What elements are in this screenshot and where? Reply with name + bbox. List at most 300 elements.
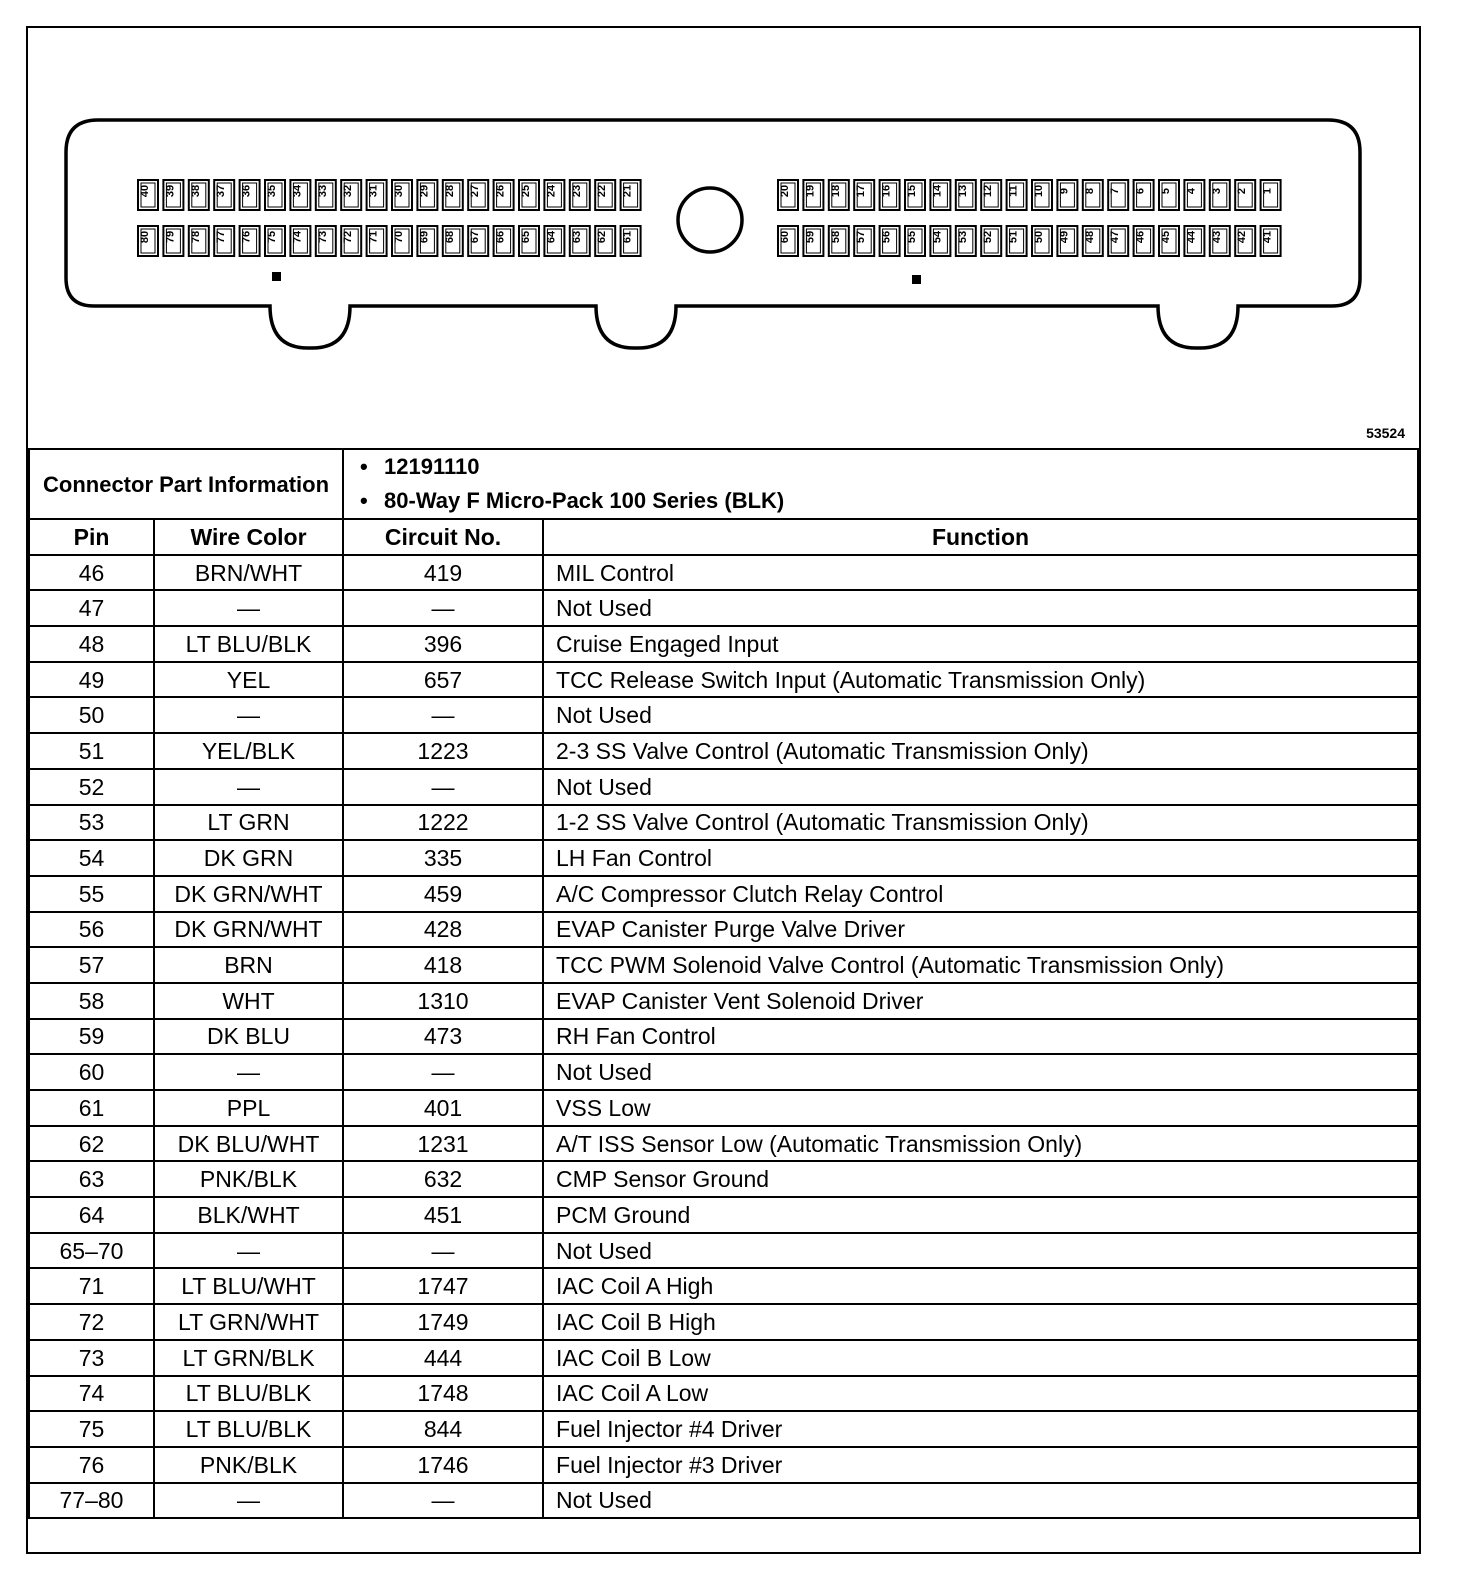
circuit-cell: — xyxy=(343,697,543,733)
table-row xyxy=(29,1483,1418,1519)
pin-cavity-67 xyxy=(468,226,488,256)
svg-text:16: 16 xyxy=(880,184,893,198)
wire-color-cell: DK BLU xyxy=(154,1019,343,1055)
wire-color-cell: — xyxy=(154,1483,343,1519)
svg-text:19: 19 xyxy=(804,184,817,198)
pin-cavity-55 xyxy=(905,226,925,256)
svg-text:67: 67 xyxy=(469,230,482,244)
pin-cavity-58 xyxy=(829,226,849,256)
pin-cell: 76 xyxy=(29,1447,154,1483)
svg-text:24: 24 xyxy=(545,184,558,198)
pin-cavity-46 xyxy=(1134,226,1154,256)
wire-color-cell: DK GRN/WHT xyxy=(154,912,343,948)
circuit-column-header: Circuit No. xyxy=(343,519,543,555)
pin-cell: 53 xyxy=(29,805,154,841)
table-row xyxy=(29,733,1418,769)
circuit-cell: 444 xyxy=(343,1340,543,1376)
pin-cell: 60 xyxy=(29,1054,154,1090)
function-cell: VSS Low xyxy=(543,1090,1418,1126)
svg-text:59: 59 xyxy=(804,230,817,244)
pin-cavity-8 xyxy=(1083,180,1103,210)
pin-cavity-34 xyxy=(290,180,310,210)
pin-cavity-12 xyxy=(981,180,1001,210)
table-row xyxy=(29,1447,1418,1483)
table-row xyxy=(29,947,1418,983)
pin-1-locator-right xyxy=(912,275,921,284)
pin-cavity-42 xyxy=(1235,226,1255,256)
pin-cavity-76 xyxy=(240,226,260,256)
pin-cavity-9 xyxy=(1057,180,1077,210)
pin-cavity-56 xyxy=(880,226,900,256)
pin-cavity-63 xyxy=(570,226,590,256)
pin-cavity-61 xyxy=(621,226,641,256)
svg-text:3: 3 xyxy=(1210,187,1223,195)
svg-text:27: 27 xyxy=(469,184,482,198)
circuit-cell: 844 xyxy=(343,1411,543,1447)
svg-text:7: 7 xyxy=(1109,187,1122,195)
svg-text:13: 13 xyxy=(956,184,969,198)
table-row xyxy=(29,662,1418,698)
function-cell: IAC Coil B Low xyxy=(543,1340,1418,1376)
pin-cavity-2 xyxy=(1235,180,1255,210)
svg-text:48: 48 xyxy=(1083,230,1096,244)
circuit-cell: 1223 xyxy=(343,733,543,769)
pin-cavity-3 xyxy=(1210,180,1230,210)
svg-text:78: 78 xyxy=(189,230,202,244)
svg-text:70: 70 xyxy=(393,230,405,244)
table-row xyxy=(29,876,1418,912)
table-row xyxy=(29,626,1418,662)
circuit-cell: 401 xyxy=(343,1090,543,1126)
circuit-cell: 1748 xyxy=(343,1376,543,1412)
svg-text:17: 17 xyxy=(855,184,868,198)
svg-text:8: 8 xyxy=(1083,187,1096,195)
pin-cavity-27 xyxy=(468,180,488,210)
svg-text:53: 53 xyxy=(956,230,969,244)
pin-cavity-11 xyxy=(1007,180,1027,210)
pin-cavity-18 xyxy=(829,180,849,210)
circuit-cell: 473 xyxy=(343,1019,543,1055)
svg-text:58: 58 xyxy=(829,230,842,244)
svg-text:43: 43 xyxy=(1210,230,1223,244)
svg-text:49: 49 xyxy=(1058,230,1071,244)
pin-cavity-66 xyxy=(494,226,514,256)
connector-description: • 80-Way F Micro-Pack 100 Series (BLK) xyxy=(384,484,1417,518)
pin-cell: 51 xyxy=(29,733,154,769)
pin-cell: 49 xyxy=(29,662,154,698)
function-cell: EVAP Canister Purge Valve Driver xyxy=(543,912,1418,948)
pin-cavity-62 xyxy=(595,226,615,256)
pin-cavity-64 xyxy=(544,226,564,256)
function-cell: Cruise Engaged Input xyxy=(543,626,1418,662)
pin-cavity-22 xyxy=(595,180,615,210)
wire-color-cell: — xyxy=(154,1233,343,1269)
function-cell: Fuel Injector #4 Driver xyxy=(543,1411,1418,1447)
function-cell: IAC Coil A Low xyxy=(543,1376,1418,1412)
pin-cavity-26 xyxy=(494,180,514,210)
circuit-cell: — xyxy=(343,1054,543,1090)
svg-text:15: 15 xyxy=(906,184,918,198)
pin-cavities xyxy=(138,180,1281,256)
pin-cell: 61 xyxy=(29,1090,154,1126)
svg-text:11: 11 xyxy=(1007,185,1020,197)
svg-text:39: 39 xyxy=(164,184,177,198)
pin-cavity-15 xyxy=(905,180,925,210)
circuit-cell: — xyxy=(343,1233,543,1269)
pin-cell: 55 xyxy=(29,876,154,912)
pin-cell: 65–70 xyxy=(29,1233,154,1269)
wire-color-cell: BRN/WHT xyxy=(154,555,343,591)
svg-text:42: 42 xyxy=(1236,230,1249,244)
table-row xyxy=(29,840,1418,876)
circuit-cell: 657 xyxy=(343,662,543,698)
svg-text:56: 56 xyxy=(880,230,893,244)
svg-text:73: 73 xyxy=(316,230,329,244)
wire-color-cell: YEL/BLK xyxy=(154,733,343,769)
table-row xyxy=(29,1376,1418,1412)
svg-text:6: 6 xyxy=(1134,187,1147,195)
pin-cavity-72 xyxy=(341,226,361,256)
wire-color-cell: — xyxy=(154,1054,343,1090)
svg-text:26: 26 xyxy=(494,184,507,198)
pin-cavity-50 xyxy=(1032,226,1052,256)
pin-cavity-24 xyxy=(544,180,564,210)
svg-text:23: 23 xyxy=(570,184,583,198)
wire-color-cell: BLK/WHT xyxy=(154,1197,343,1233)
pin-cavity-33 xyxy=(316,180,336,210)
pin-cell: 75 xyxy=(29,1411,154,1447)
pin-cavity-36 xyxy=(240,180,260,210)
function-column-header: Function xyxy=(543,519,1418,555)
pin-cavity-47 xyxy=(1108,226,1128,256)
wire-color-cell: LT BLU/BLK xyxy=(154,1411,343,1447)
pin-cavity-7 xyxy=(1108,180,1128,210)
wire-color-cell: YEL xyxy=(154,662,343,698)
connector-center-hole xyxy=(678,188,742,252)
pin-cell: 73 xyxy=(29,1340,154,1376)
function-cell: IAC Coil A High xyxy=(543,1268,1418,1304)
table-row xyxy=(29,1054,1418,1090)
table-row xyxy=(29,1304,1418,1340)
pin-cell: 71 xyxy=(29,1268,154,1304)
svg-text:2: 2 xyxy=(1236,187,1249,195)
svg-text:64: 64 xyxy=(545,230,558,244)
svg-text:74: 74 xyxy=(291,230,304,244)
svg-text:55: 55 xyxy=(906,230,918,244)
svg-text:77: 77 xyxy=(215,230,228,244)
pin-cavity-53 xyxy=(956,226,976,256)
pin-cavity-59 xyxy=(803,226,823,256)
pin-cavity-57 xyxy=(854,226,874,256)
function-cell: PCM Ground xyxy=(543,1197,1418,1233)
svg-text:44: 44 xyxy=(1185,230,1198,244)
pin-cavity-14 xyxy=(930,180,950,210)
pin-cell: 50 xyxy=(29,697,154,733)
connector-info-label: Connector Part Information xyxy=(29,449,343,519)
pin-cavity-37 xyxy=(214,180,234,210)
table-row xyxy=(29,1126,1418,1162)
svg-text:32: 32 xyxy=(342,184,355,198)
pin-cavity-69 xyxy=(417,226,437,256)
pin-cavity-35 xyxy=(265,180,285,210)
function-cell: Fuel Injector #3 Driver xyxy=(543,1447,1418,1483)
circuit-cell: — xyxy=(343,590,543,626)
wire-color-cell: DK BLU/WHT xyxy=(154,1126,343,1162)
connector-part-number: • 12191110 xyxy=(384,450,1417,484)
svg-text:46: 46 xyxy=(1134,230,1147,244)
svg-text:69: 69 xyxy=(418,230,431,244)
pin-cavity-6 xyxy=(1134,180,1154,210)
circuit-cell: 632 xyxy=(343,1161,543,1197)
pin-cell: 56 xyxy=(29,912,154,948)
svg-text:28: 28 xyxy=(443,184,456,198)
pin-cell: 48 xyxy=(29,626,154,662)
wire-color-cell: PNK/BLK xyxy=(154,1447,343,1483)
circuit-cell: 1231 xyxy=(343,1126,543,1162)
svg-text:57: 57 xyxy=(855,230,868,244)
pin-cell: 72 xyxy=(29,1304,154,1340)
svg-text:20: 20 xyxy=(779,184,791,198)
svg-text:71: 71 xyxy=(367,230,380,244)
function-cell: MIL Control xyxy=(543,555,1418,591)
svg-text:50: 50 xyxy=(1033,230,1045,244)
function-cell: IAC Coil B High xyxy=(543,1304,1418,1340)
pin-cell: 74 xyxy=(29,1376,154,1412)
pin-cell: 47 xyxy=(29,590,154,626)
function-cell: TCC PWM Solenoid Valve Control (Automatic Transmission Only) xyxy=(543,947,1418,983)
connector-info-row xyxy=(29,449,1418,519)
pin-cavity-51 xyxy=(1007,226,1027,256)
svg-text:66: 66 xyxy=(494,230,507,244)
svg-text:14: 14 xyxy=(931,184,944,198)
pin-cavity-17 xyxy=(854,180,874,210)
function-cell: CMP Sensor Ground xyxy=(543,1161,1418,1197)
wire-color-cell: — xyxy=(154,769,343,805)
table-row xyxy=(29,983,1418,1019)
svg-text:18: 18 xyxy=(829,184,842,198)
pin-cavity-68 xyxy=(443,226,463,256)
pin-cavity-29 xyxy=(417,180,437,210)
pin-cavity-43 xyxy=(1210,226,1230,256)
pin-cavity-30 xyxy=(392,180,412,210)
pin-cell: 59 xyxy=(29,1019,154,1055)
pin-column-header: Pin xyxy=(29,519,154,555)
connector-drawing xyxy=(28,28,1419,448)
circuit-cell: 396 xyxy=(343,626,543,662)
circuit-cell: 419 xyxy=(343,555,543,591)
circuit-cell: 1746 xyxy=(343,1447,543,1483)
wire-color-column-header: Wire Color xyxy=(154,519,343,555)
wire-color-cell: LT BLU/BLK xyxy=(154,626,343,662)
connector-info-values xyxy=(343,449,1418,519)
pin-cell: 77–80 xyxy=(29,1483,154,1519)
svg-text:62: 62 xyxy=(596,230,609,244)
pin-cavity-16 xyxy=(880,180,900,210)
svg-text:75: 75 xyxy=(266,230,278,244)
pin-cavity-31 xyxy=(367,180,387,210)
pin-cavity-54 xyxy=(930,226,950,256)
pin-cavity-39 xyxy=(163,180,183,210)
pin-cavity-79 xyxy=(163,226,183,256)
wire-color-cell: — xyxy=(154,697,343,733)
pin-cavity-71 xyxy=(367,226,387,256)
pin-cavity-23 xyxy=(570,180,590,210)
svg-text:22: 22 xyxy=(596,184,609,198)
svg-text:41: 41 xyxy=(1261,230,1274,244)
wire-color-cell: LT GRN/WHT xyxy=(154,1304,343,1340)
pin-cavity-45 xyxy=(1159,226,1179,256)
circuit-cell: — xyxy=(343,1483,543,1519)
wire-color-cell: BRN xyxy=(154,947,343,983)
pin-cavity-41 xyxy=(1261,226,1281,256)
wire-color-cell: PPL xyxy=(154,1090,343,1126)
wire-color-cell: LT BLU/BLK xyxy=(154,1376,343,1412)
pin-cavity-1 xyxy=(1261,180,1281,210)
svg-text:54: 54 xyxy=(931,230,944,244)
pin-cavity-70 xyxy=(392,226,412,256)
table-row xyxy=(29,912,1418,948)
svg-text:38: 38 xyxy=(189,184,202,198)
svg-text:10: 10 xyxy=(1033,184,1045,198)
connector-diagram xyxy=(28,28,1419,448)
pin-1-locator-left xyxy=(272,272,281,281)
function-cell: Not Used xyxy=(543,769,1418,805)
svg-text:33: 33 xyxy=(316,184,329,198)
pin-cavity-60 xyxy=(778,226,798,256)
function-cell: Not Used xyxy=(543,1483,1418,1519)
svg-text:34: 34 xyxy=(291,184,304,198)
svg-text:52: 52 xyxy=(982,230,995,244)
pin-cavity-4 xyxy=(1184,180,1204,210)
connector-sheet xyxy=(26,26,1421,1554)
pin-cavity-73 xyxy=(316,226,336,256)
table-row xyxy=(29,555,1418,591)
function-cell: Not Used xyxy=(543,1054,1418,1090)
svg-text:31: 31 xyxy=(367,184,380,198)
table-row xyxy=(29,1019,1418,1055)
pin-cavity-77 xyxy=(214,226,234,256)
svg-text:12: 12 xyxy=(982,184,995,198)
table-row xyxy=(29,1411,1418,1447)
table-row xyxy=(29,590,1418,626)
pinout-table xyxy=(28,448,1419,1519)
circuit-cell: 1310 xyxy=(343,983,543,1019)
table-row xyxy=(29,697,1418,733)
pin-cavity-78 xyxy=(189,226,209,256)
table-row xyxy=(29,1340,1418,1376)
pin-cavity-25 xyxy=(519,180,539,210)
function-cell: EVAP Canister Vent Solenoid Driver xyxy=(543,983,1418,1019)
pin-cavity-52 xyxy=(981,226,1001,256)
function-cell: 1-2 SS Valve Control (Automatic Transmission Only) xyxy=(543,805,1418,841)
function-cell: A/T ISS Sensor Low (Automatic Transmission Only) xyxy=(543,1126,1418,1162)
pin-cavity-32 xyxy=(341,180,361,210)
pin-cavity-19 xyxy=(803,180,823,210)
table-row xyxy=(29,805,1418,841)
function-cell: Not Used xyxy=(543,590,1418,626)
table-row xyxy=(29,769,1418,805)
pin-cavity-13 xyxy=(956,180,976,210)
pin-cell: 64 xyxy=(29,1197,154,1233)
pin-cavity-80 xyxy=(138,226,158,256)
circuit-cell: 1747 xyxy=(343,1268,543,1304)
wire-color-cell: PNK/BLK xyxy=(154,1161,343,1197)
svg-text:51: 51 xyxy=(1007,230,1020,244)
svg-text:29: 29 xyxy=(418,184,431,198)
pin-cavity-10 xyxy=(1032,180,1052,210)
svg-text:35: 35 xyxy=(266,184,278,198)
wire-color-cell: LT BLU/WHT xyxy=(154,1268,343,1304)
pin-cavity-38 xyxy=(189,180,209,210)
svg-text:68: 68 xyxy=(443,230,456,244)
svg-text:47: 47 xyxy=(1109,230,1122,244)
circuit-cell: — xyxy=(343,769,543,805)
svg-text:9: 9 xyxy=(1058,187,1071,195)
svg-text:60: 60 xyxy=(779,230,791,244)
pin-cell: 52 xyxy=(29,769,154,805)
wire-color-cell: WHT xyxy=(154,983,343,1019)
function-cell: TCC Release Switch Input (Automatic Transmission Only) xyxy=(543,662,1418,698)
svg-text:36: 36 xyxy=(240,184,253,198)
function-cell: 2-3 SS Valve Control (Automatic Transmission Only) xyxy=(543,733,1418,769)
pin-cell: 58 xyxy=(29,983,154,1019)
svg-text:40: 40 xyxy=(139,184,151,198)
circuit-cell: 451 xyxy=(343,1197,543,1233)
function-cell: LH Fan Control xyxy=(543,840,1418,876)
svg-text:37: 37 xyxy=(215,184,228,198)
svg-text:25: 25 xyxy=(520,184,532,198)
svg-text:1: 1 xyxy=(1261,187,1274,195)
table-row xyxy=(29,1197,1418,1233)
svg-text:65: 65 xyxy=(520,230,532,244)
pin-cavity-21 xyxy=(621,180,641,210)
pin-cell: 54 xyxy=(29,840,154,876)
svg-text:45: 45 xyxy=(1160,230,1172,244)
figure-number: 53524 xyxy=(1366,425,1405,441)
svg-text:72: 72 xyxy=(342,230,355,244)
svg-text:63: 63 xyxy=(570,230,583,244)
pin-cavity-48 xyxy=(1083,226,1103,256)
pin-cavity-20 xyxy=(778,180,798,210)
table-row xyxy=(29,1233,1418,1269)
wire-color-cell: DK GRN xyxy=(154,840,343,876)
wire-color-cell: LT GRN/BLK xyxy=(154,1340,343,1376)
function-cell: Not Used xyxy=(543,697,1418,733)
svg-text:79: 79 xyxy=(164,230,177,244)
function-cell: A/C Compressor Clutch Relay Control xyxy=(543,876,1418,912)
pin-cavity-49 xyxy=(1057,226,1077,256)
svg-text:21: 21 xyxy=(621,184,634,198)
function-cell: Not Used xyxy=(543,1233,1418,1269)
svg-text:5: 5 xyxy=(1160,187,1172,195)
pin-cell: 63 xyxy=(29,1161,154,1197)
svg-text:80: 80 xyxy=(139,230,151,244)
pin-cavity-44 xyxy=(1184,226,1204,256)
pin-cavity-65 xyxy=(519,226,539,256)
table-row xyxy=(29,1268,1418,1304)
table-header-row xyxy=(29,519,1418,555)
pin-cell: 46 xyxy=(29,555,154,591)
circuit-cell: 418 xyxy=(343,947,543,983)
wire-color-cell: LT GRN xyxy=(154,805,343,841)
pin-cavity-5 xyxy=(1159,180,1179,210)
circuit-cell: 428 xyxy=(343,912,543,948)
svg-text:30: 30 xyxy=(393,184,405,198)
wire-color-cell: DK GRN/WHT xyxy=(154,876,343,912)
circuit-cell: 1749 xyxy=(343,1304,543,1340)
table-row xyxy=(29,1161,1418,1197)
wire-color-cell: — xyxy=(154,590,343,626)
